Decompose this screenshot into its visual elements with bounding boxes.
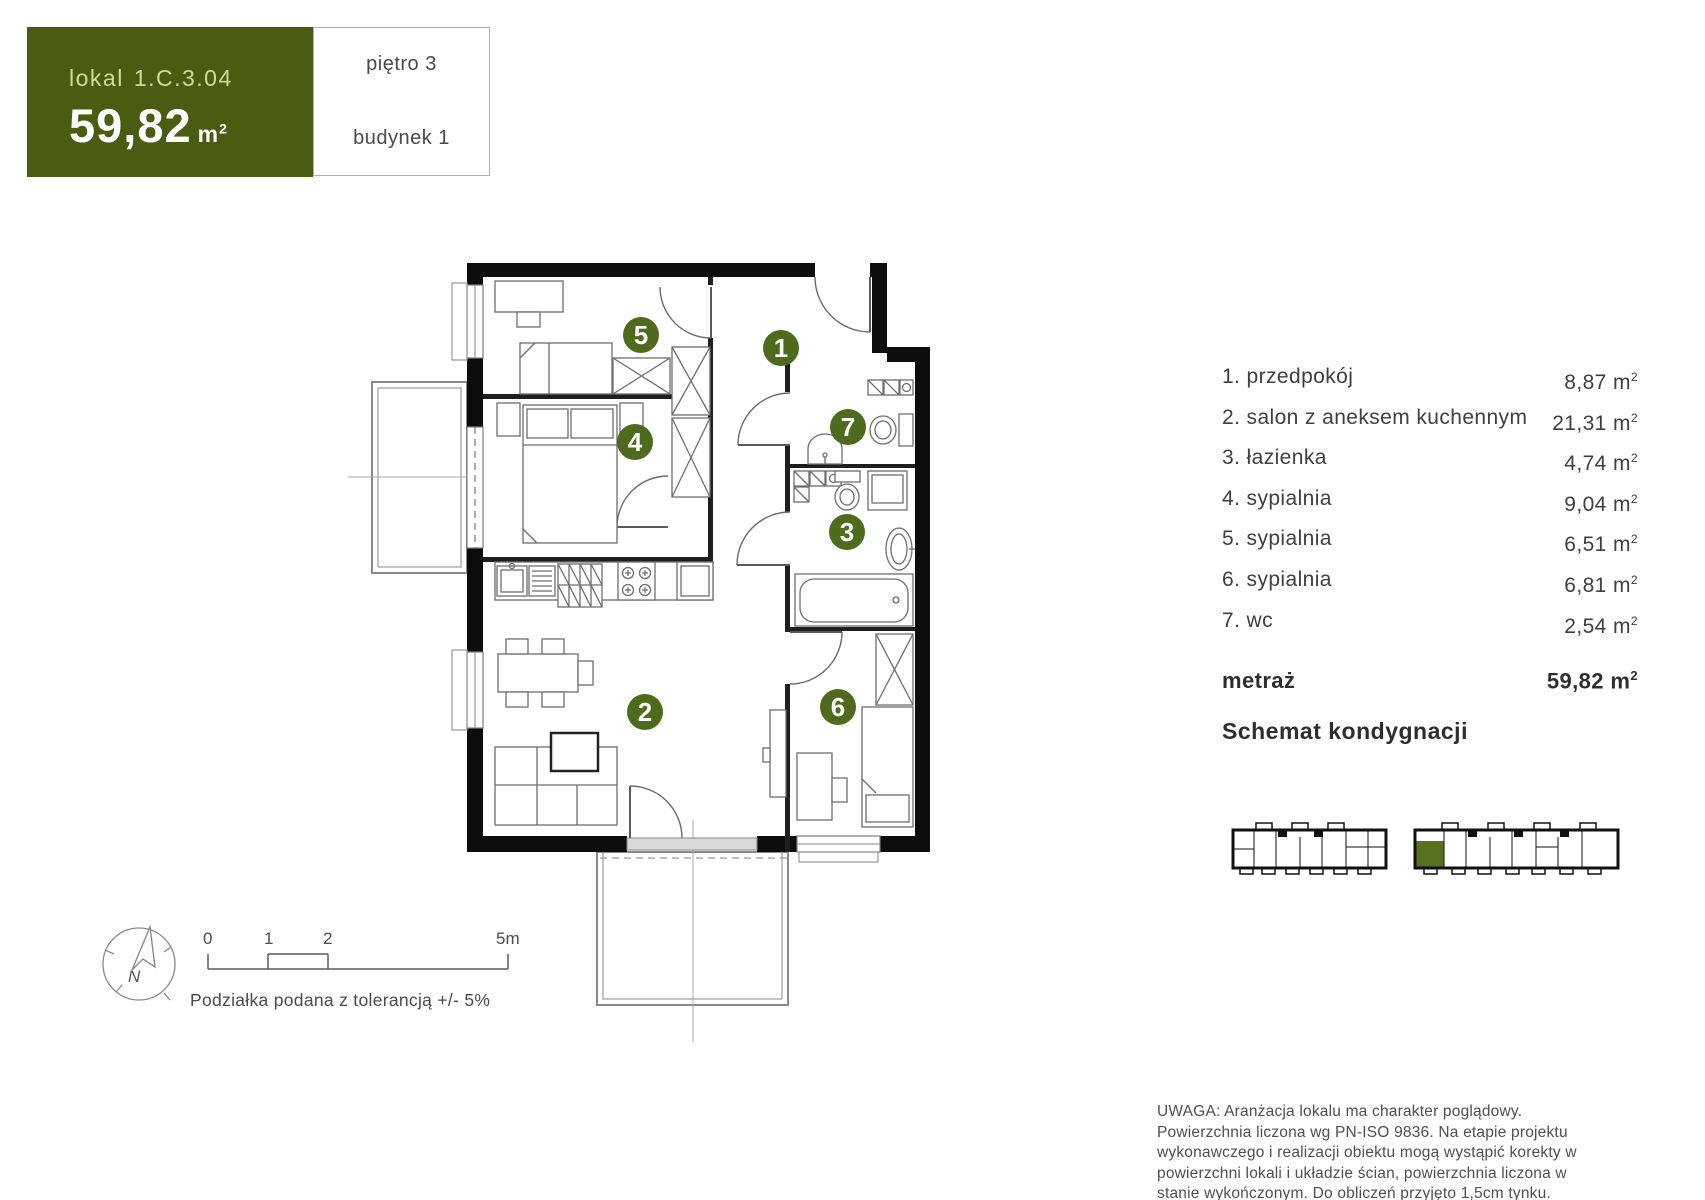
svg-text:2: 2 <box>323 929 333 948</box>
balcony-left <box>348 382 470 573</box>
svg-text:1: 1 <box>773 333 789 363</box>
stove <box>618 562 655 600</box>
room-badge-4 <box>617 424 653 460</box>
room-badge-2 <box>627 694 663 730</box>
svg-text:1: 1 <box>264 929 274 948</box>
room-row-6: 6. sypialnia 6,81 $m^2$ <box>1222 567 1638 597</box>
svg-text:3: 3 <box>839 517 855 547</box>
svg-text:N: N <box>128 967 141 986</box>
entrance-door <box>815 277 870 332</box>
window-room5 <box>452 283 483 360</box>
lokal-id: 1.C.3.04 <box>133 65 233 91</box>
fridge <box>677 562 713 600</box>
lokal-label: lokal <box>69 65 124 91</box>
balcony-slider-left <box>467 427 483 548</box>
room4-furniture <box>497 403 643 543</box>
kitchen-annex <box>495 562 713 607</box>
room-badge-5 <box>623 317 659 353</box>
building-cell <box>313 101 490 176</box>
unit-area: 59,82 $m^2$ <box>69 99 228 152</box>
room-row-2: 2. salon z aneksem kuchennym 21,31 $m^2$ <box>1222 405 1638 435</box>
door-wc <box>738 393 790 445</box>
unit-header-card <box>27 27 313 177</box>
hallway-wardrobes <box>672 347 710 497</box>
svg-text:6: 6 <box>830 692 846 722</box>
room-badge-1 <box>763 330 799 366</box>
room-row-1: 1. przedpokój 8,87 $m^2$ <box>1222 365 1638 394</box>
door-balcony-salon <box>630 786 682 838</box>
room-badge-6 <box>820 689 856 725</box>
scale-caption: Podziałka podana z tolerancją +/- 5% <box>190 990 491 1010</box>
svg-text:7: 7 <box>840 412 856 442</box>
building-footprint-1 <box>1230 817 1390 881</box>
room6-furniture <box>797 634 913 827</box>
door-room5 <box>660 287 711 338</box>
room-row-4: 4. sypialnia 9,04 $m^2$ <box>1222 486 1638 516</box>
washer-bathroom <box>868 471 907 510</box>
room-list <box>1222 360 1638 694</box>
window-room6 <box>797 836 880 862</box>
highlighted-unit <box>1416 841 1444 868</box>
dishwasher-hatch <box>558 564 602 607</box>
door-room4 <box>617 476 668 527</box>
toilet-wc <box>870 414 913 446</box>
room-badge-7 <box>830 409 866 445</box>
unit-area-value: 59,82 <box>69 99 192 152</box>
door-bathroom <box>737 512 790 565</box>
toilet-bathroom <box>835 471 860 510</box>
door-room6 <box>790 632 842 684</box>
room-row-7: 7. wc 2,54 $m^2$ <box>1222 608 1638 638</box>
salon-furniture <box>495 639 786 825</box>
scale-bar <box>188 922 533 977</box>
total-area-row: metraż 59,82 $m^2$ <box>1222 668 1638 694</box>
floor-cell <box>313 27 490 102</box>
floor-label: piętro 3 <box>366 53 437 75</box>
disclaimer-text: UWAGA: Aranżacja lokalu ma charakter poglądowy. Powierzchnia liczona wg PN-ISO 9836. Na etapie projektu wykonawczego i realizacji obiektu mogą wystąpić korekty w powierzchni lokali i układzie ścian, powierzchnia liczona w stanie wykończonym. Do obliczeń przyjęto 1,5cm tynku. <box>1157 1103 1577 1200</box>
svg-text:4: 4 <box>627 427 643 457</box>
building-label: budynek 1 <box>353 126 450 149</box>
north-compass-icon <box>98 920 182 1008</box>
svg-text:0: 0 <box>203 929 213 948</box>
sink-bathroom <box>886 528 915 570</box>
svg-text:5: 5 <box>633 320 649 350</box>
svg-text:5m: 5m <box>496 929 520 948</box>
bathroom-fixtures <box>794 471 915 626</box>
room-badge-3 <box>829 514 865 550</box>
schematic-title: Schemat kondygnacji <box>1222 718 1468 744</box>
balcony-bottom <box>597 820 788 1042</box>
coffee-table <box>551 733 598 771</box>
bathtub <box>795 574 913 626</box>
unit-id-line <box>69 65 313 92</box>
building-footprint-2 <box>1412 817 1622 881</box>
room-row-5: 5. sypialnia 6,51 $m^2$ <box>1222 527 1638 557</box>
window-dining <box>452 650 483 730</box>
svg-text:2: 2 <box>637 697 653 727</box>
room-row-3: 3. łazienka 4,74 $m^2$ <box>1222 446 1638 476</box>
tv-unit <box>763 710 786 797</box>
